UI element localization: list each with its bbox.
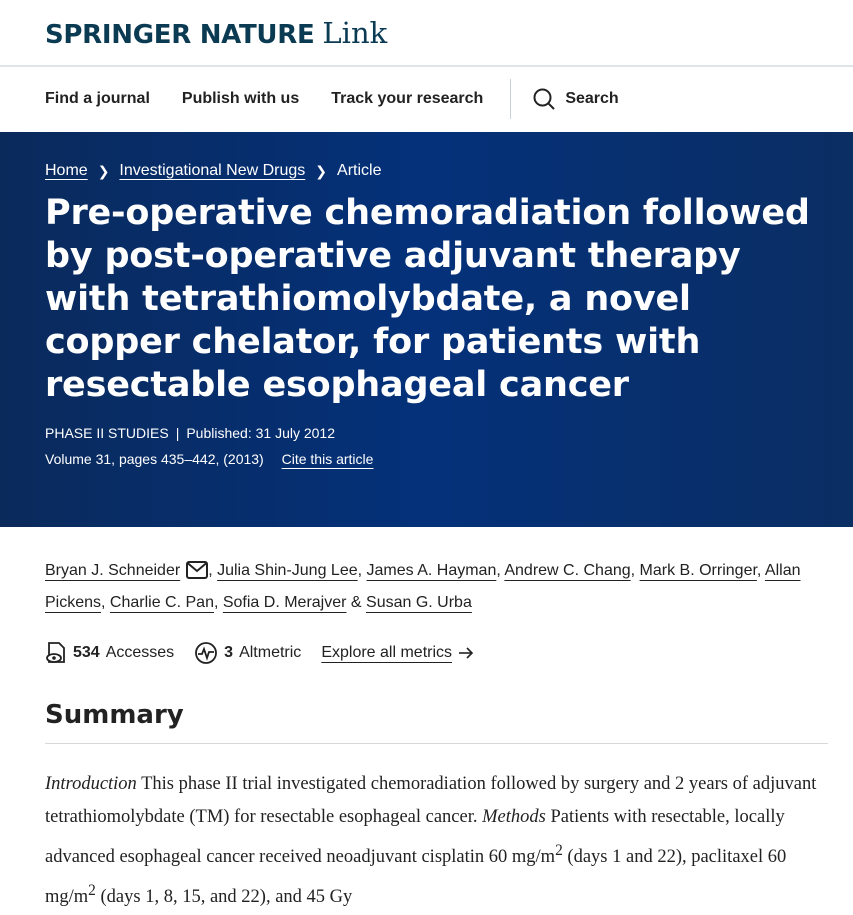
article-title: Pre-operative chemoradiation followed by post-operative adjuvant therapy with tetrathiomolybdate, a novel copper chelator, for patients with resectable esophageal cancer: [45, 193, 810, 405]
explore-metrics-link[interactable]: [321, 644, 474, 662]
dose-text: (days 1, 8, 15, and 22), and 45 Gy: [95, 887, 353, 908]
superscript: 2: [555, 842, 563, 859]
author-link[interactable]: Sofia D. Merajver: [222, 594, 347, 611]
intro-label: Introduction: [45, 774, 137, 794]
springer-nature-link-logo[interactable]: [45, 16, 387, 50]
author-link[interactable]: Susan G. Urba: [366, 594, 472, 611]
dose-text: (days 1 and 22), paclitaxel 60 mg/m: [45, 847, 787, 908]
author-link[interactable]: Julia Shin-Jung Lee: [217, 562, 358, 579]
altmetric-metric: [194, 641, 301, 665]
accesses-count: 534: [73, 644, 100, 661]
nav-track-research[interactable]: Track your research: [331, 89, 484, 107]
altmetric-icon: [194, 641, 218, 665]
author-link[interactable]: Bryan J. Schneider: [45, 562, 181, 579]
search-label: Search: [565, 89, 619, 107]
chevron-right-icon: ❯: [315, 162, 328, 179]
author-list: Bryan J. Schneider , Julia Shin-Jung Lee, James A. Hayman, Andrew C. Chang, Mark B. Orringer, Allan Pickens, Charlie C. Pan, Sofia D. Merajver & Susan G. Urba: [45, 562, 801, 611]
methods-text: Patients with resectable, locally advanced esophageal cancer received neoadjuvant cisplatin 60 mg/m: [45, 807, 785, 868]
brand-header: [0, 0, 853, 67]
methods-label: Methods: [482, 807, 546, 827]
article-meta: [45, 425, 808, 441]
intro-text: This phase II trial investigated chemoradiation followed by surgery and 2 years of adjuvant tetrathiomolybdate (TM) for resectable esophageal cancer.: [45, 774, 817, 827]
nav-find-journal[interactable]: Find a journal: [45, 89, 150, 107]
mail-icon[interactable]: [186, 561, 208, 579]
accesses-label: Accesses: [105, 644, 175, 661]
article-category: PHASE II STUDIES: [45, 425, 169, 441]
superscript: 2: [88, 882, 96, 900]
nav-publish-with-us[interactable]: Publish with us: [181, 89, 300, 107]
logo-brand-text: SPRINGER NATURE: [45, 19, 315, 50]
breadcrumb-current: Article: [337, 162, 382, 179]
author-link[interactable]: Allan Pickens: [45, 562, 801, 611]
search-icon: [533, 88, 555, 110]
meta-separator: |: [175, 425, 180, 441]
cite-this-article-link[interactable]: Cite this article: [281, 451, 374, 467]
author-link[interactable]: Mark B. Orringer: [639, 562, 757, 579]
accesses-icon: [45, 641, 67, 665]
summary-heading: Summary: [45, 700, 184, 730]
altmetric-label: Altmetric: [239, 644, 302, 661]
arrow-right-icon: [458, 646, 474, 660]
article-volume: Volume 31, pages 435–442, (2013): [45, 451, 264, 467]
accesses-metric: [45, 641, 174, 665]
article-published-date: Published: 31 July 2012: [186, 425, 336, 441]
breadcrumb-home[interactable]: Home: [45, 162, 88, 179]
breadcrumb-journal[interactable]: Investigational New Drugs: [119, 162, 306, 179]
article-hero: [0, 132, 853, 527]
logo-product-text: Link: [322, 15, 388, 50]
breadcrumb: [45, 162, 808, 180]
summary-abstract: [45, 768, 835, 914]
article-volume-line: [45, 451, 808, 467]
article-metrics: [45, 641, 474, 665]
explore-metrics-label: Explore all metrics: [321, 644, 453, 661]
chevron-right-icon: ❯: [97, 162, 110, 179]
search-button[interactable]: [533, 88, 618, 110]
nav-divider: [510, 79, 511, 119]
author-link[interactable]: Andrew C. Chang: [504, 562, 631, 579]
author-link[interactable]: James A. Hayman: [366, 562, 497, 579]
author-link[interactable]: Charlie C. Pan: [109, 594, 214, 611]
main-nav: [0, 67, 853, 130]
summary-divider: [45, 743, 828, 744]
altmetric-count: 3: [224, 644, 234, 661]
